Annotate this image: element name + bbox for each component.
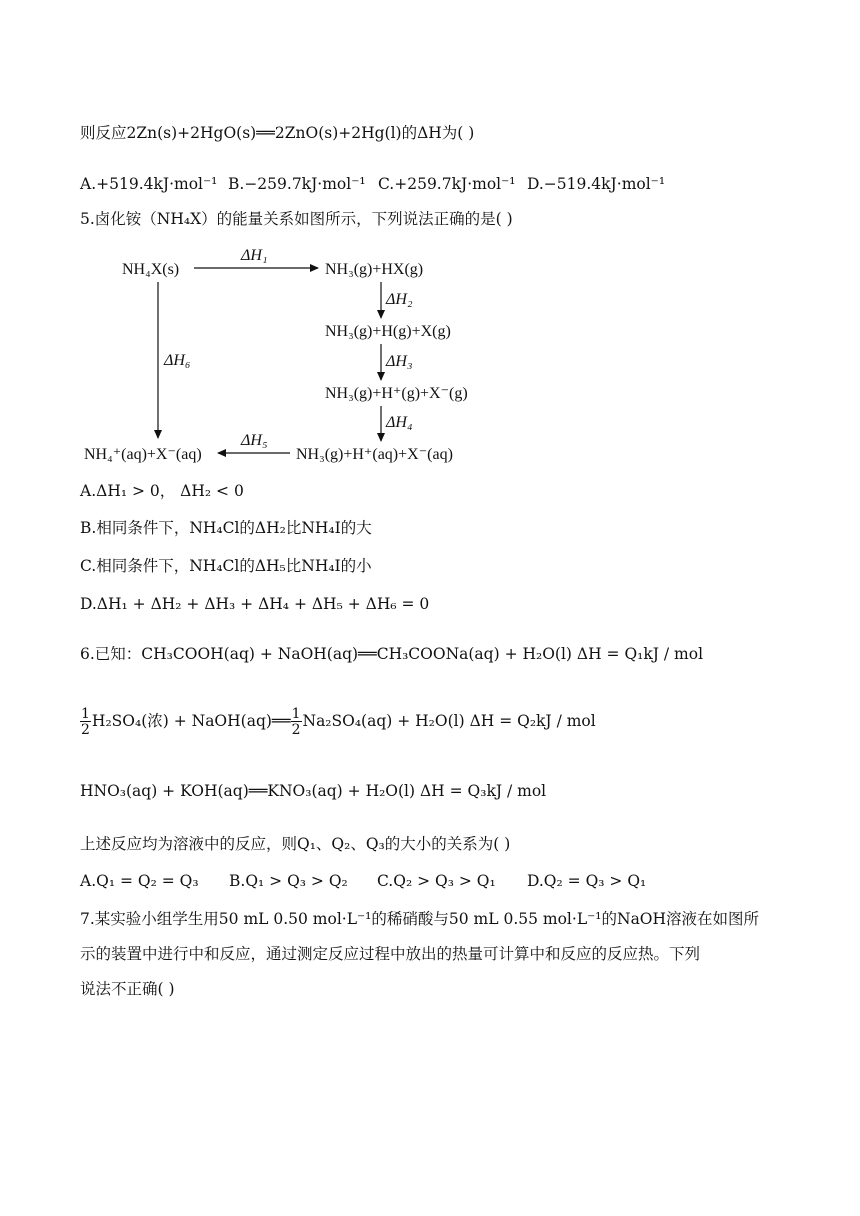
dh4-label: ΔH₄ bbox=[386, 414, 413, 431]
dh3-label: ΔH₃ bbox=[386, 353, 413, 370]
dh6-label: ΔH₆ bbox=[164, 352, 191, 369]
q6-option-d: D.Q₂ = Q₃ > Q₁ bbox=[527, 872, 647, 890]
q4-option-b: B.−259.7kJ·mol⁻¹ bbox=[228, 175, 366, 193]
dh5-label: ΔH₅ bbox=[241, 432, 268, 449]
q7-text bbox=[80, 902, 780, 1007]
dh1-label: ΔH₁ bbox=[241, 247, 268, 264]
q6-equation-2: $\frac{1}{2}$ H₂SO₄(浓) + NaOH(aq)══ $\frac{1}{2}$ Na₂SO₄(aq) + H₂O(l) ΔH = Q₂kJ / mol bbox=[81, 706, 596, 738]
q6-question: 上述反应均为溶液中的反应，则Q₁、Q₂、Q₃的大小的关系为( ) bbox=[80, 835, 511, 853]
q6-option-a: A.Q₁ = Q₂ = Q₃ bbox=[80, 872, 199, 890]
q6-equation-1: 6.已知：CH₃COOH(aq) + NaOH(aq)══CH₃COONa(aq) + H₂O(l) ΔH = Q₁kJ / mol bbox=[80, 645, 704, 663]
q4-option-d: D.−519.4kJ·mol⁻¹ bbox=[527, 175, 666, 193]
q5-option-c: C.相同条件下，NH₄Cl的ΔH₅比NH₄I的小 bbox=[80, 557, 372, 575]
q6-option-b: B.Q₁ > Q₃ > Q₂ bbox=[229, 872, 348, 890]
half-fraction-2: $\frac{1}{2}$ bbox=[291, 706, 301, 738]
diagram-start-label: NH₄X(s) bbox=[122, 261, 180, 278]
dh2-label: ΔH₂ bbox=[386, 291, 413, 308]
diagram-step4-label: NH₃(g)+H⁺(aq)+X⁻(aq) bbox=[296, 446, 453, 463]
q4-stem: 则反应2Zn(s)+2HgO(s)══2ZnO(s)+2Hg(l)的ΔH为( ) bbox=[80, 124, 475, 142]
diagram-step3-label: NH₃(g)+H⁺(g)+X⁻(g) bbox=[325, 385, 468, 402]
q4-option-c: C.+259.7kJ·mol⁻¹ bbox=[378, 175, 516, 193]
q5-option-a: A.ΔH₁ > 0， ΔH₂ < 0 bbox=[80, 482, 244, 500]
q7-line-2: 示的装置中进行中和反应，通过测定反应过程中放出的热量可计算中和反应的反应热。下列 bbox=[80, 945, 701, 963]
q5-option-d: D.ΔH₁ + ΔH₂ + ΔH₃ + ΔH₄ + ΔH₅ + ΔH₆ = 0 bbox=[80, 595, 430, 613]
diagram-step2-label: NH₃(g)+H(g)+X(g) bbox=[325, 323, 451, 340]
half-fraction: $\frac{1}{2}$ bbox=[81, 706, 90, 738]
q6-option-c: C.Q₂ > Q₃ > Q₁ bbox=[377, 872, 496, 890]
q4-option-a: A.+519.4kJ·mol⁻¹ bbox=[80, 175, 218, 193]
diagram-step1-label: NH₃(g)+HX(g) bbox=[325, 261, 424, 278]
q7-line-1: 7.某实验小组学生用50 mL 0.50 mol·L⁻¹的稀硝酸与50 mL 0.55 mol·L⁻¹的NaOH溶液在如图所 bbox=[80, 910, 760, 928]
q5-option-b: B.相同条件下，NH₄Cl的ΔH₂比NH₄I的大 bbox=[80, 519, 372, 537]
energy-diagram bbox=[0, 238, 860, 478]
q7-line-3: 说法不正确( ) bbox=[80, 980, 175, 998]
q5-stem: 5.卤化铵（NH₄X）的能量关系如图所示，下列说法正确的是( ) bbox=[80, 210, 513, 228]
q6-equation-3: HNO₃(aq) + KOH(aq)══KNO₃(aq) + H₂O(l) ΔH = Q₃kJ / mol bbox=[80, 782, 547, 800]
diagram-end-label: NH₄⁺(aq)+X⁻(aq) bbox=[84, 446, 202, 463]
